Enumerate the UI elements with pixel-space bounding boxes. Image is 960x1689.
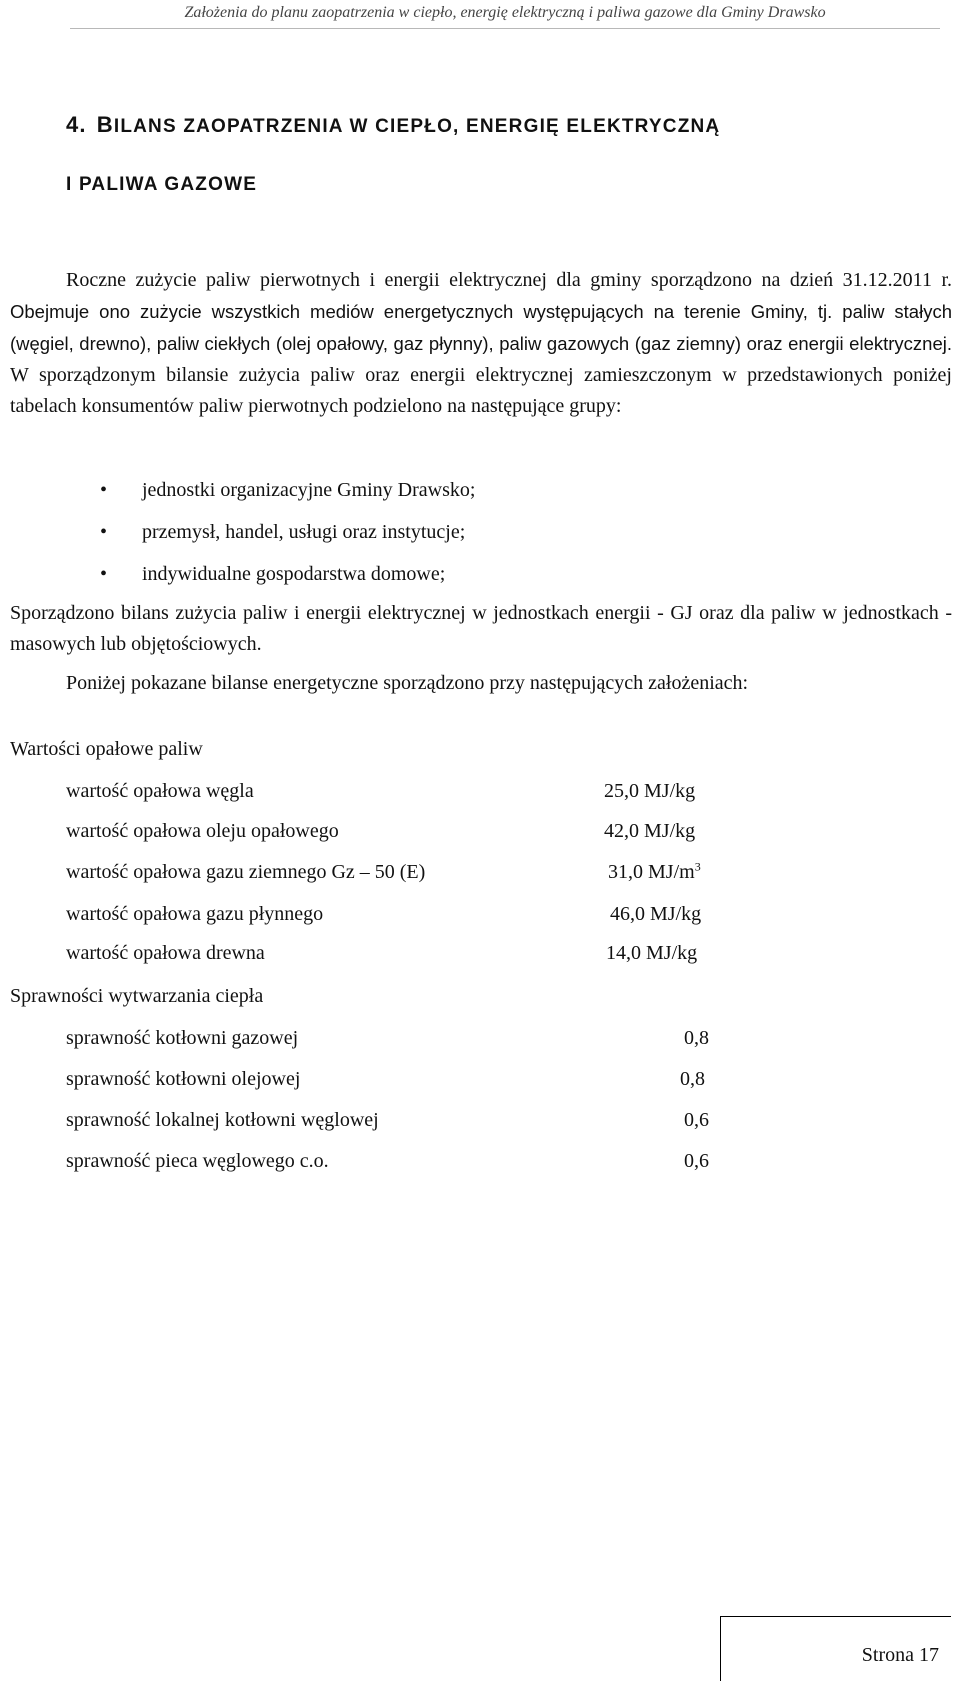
- calorific-value-text: 31,0 MJ/m: [608, 861, 695, 883]
- units-note: Sporządzono bilans zużycia paliw i energii elektrycznej w jednostkach energii - GJ oraz dla paliw w jednostkach - masowych lub objętościowych.: [10, 602, 952, 655]
- efficiency-label: sprawność pieca węglowego c.o.: [66, 1150, 329, 1172]
- efficiency-row: [66, 1150, 746, 1180]
- intro-sentence-1: Roczne zużycie paliw pierwotnych i energii elektrycznej dla gminy sporządzono na dzień 31.12.2011 r.: [66, 269, 952, 291]
- calorific-row: [66, 861, 746, 891]
- chapter-title-rest: ILANS ZAOPATRZENIA W CIEPŁO, ENERGIĘ ELEKTRYCZNĄ: [113, 116, 721, 137]
- efficiency-label: sprawność kotłowni gazowej: [66, 1027, 299, 1049]
- chapter-title-cap: B: [96, 112, 114, 137]
- calorific-value: 46,0 MJ/kg: [610, 903, 702, 925]
- chapter-title-line-2: I PALIWA GAZOWE: [66, 174, 258, 195]
- efficiency-row: [66, 1068, 746, 1098]
- efficiency-label: sprawność lokalnej kotłowni węglowej: [66, 1109, 379, 1131]
- calorific-value: 14,0 MJ/kg: [606, 942, 698, 964]
- chapter-title-line-1: [66, 96, 946, 156]
- intro-paragraph: [10, 265, 952, 422]
- bullet-icon: •: [100, 479, 108, 501]
- running-header-title: Założenia do planu zaopatrzenia w ciepło, energię elektryczną i paliwa gazowe dla Gminy Drawsko: [184, 4, 826, 21]
- intro-sentence-3: W sporządzonym bilansie zużycia paliw oraz energii elektrycznej zamieszczonym w przedstawionych poniżej tabelach konsumentów paliw pierwotnych podzielono na następujące grupy:: [10, 364, 952, 417]
- list-item: [100, 517, 475, 559]
- page-number-box: [720, 1616, 951, 1681]
- calorific-label: wartość opałowa oleju opałowego: [66, 820, 339, 842]
- bullet-icon: •: [100, 563, 108, 585]
- chapter-title: [66, 96, 946, 214]
- efficiency-value: 0,8: [680, 1068, 705, 1090]
- calorific-label: wartość opałowa węgla: [66, 780, 254, 802]
- efficiency-heading: Sprawności wytwarzania ciepła: [10, 985, 264, 1007]
- efficiency-value: 0,6: [684, 1109, 709, 1131]
- efficiency-value: 0,8: [684, 1027, 709, 1049]
- calorific-value: [608, 861, 701, 884]
- calorific-value: 42,0 MJ/kg: [604, 820, 696, 842]
- calorific-label: wartość opałowa drewna: [66, 942, 265, 964]
- efficiency-label: sprawność kotłowni olejowej: [66, 1068, 301, 1090]
- calorific-row: [66, 942, 746, 972]
- efficiency-value: 0,6: [684, 1150, 709, 1172]
- consumer-groups-list: [100, 475, 475, 601]
- chapter-number: 4.: [66, 112, 87, 137]
- efficiency-row: [66, 1109, 746, 1139]
- intro-sentence-2: Obejmuje ono zużycie wszystkich mediów energetycznych występujących na terenie Gminy, tj. paliw stałych (węgiel, drewno), paliw ciekłych (olej opałowy, gaz płynny), paliw gazowych (gaz ziemny) oraz energii elektrycznej.: [10, 301, 952, 354]
- calorific-value: 25,0 MJ/kg: [604, 780, 696, 802]
- group-label: przemysł, handel, usługi oraz instytucje;: [142, 521, 466, 543]
- running-header: [70, 4, 940, 29]
- calorific-heading: Wartości opałowe paliw: [10, 738, 203, 760]
- unit-superscript: 3: [694, 859, 701, 874]
- group-label: jednostki organizacyjne Gminy Drawsko;: [142, 479, 476, 501]
- calorific-row: [66, 903, 746, 933]
- bullet-icon: •: [100, 521, 108, 543]
- assumptions-intro: Poniżej pokazane bilanse energetyczne sporządzono przy następujących założeniach:: [66, 672, 749, 694]
- efficiency-row: [66, 1027, 746, 1057]
- list-item: [100, 475, 475, 517]
- calorific-label: wartość opałowa gazu płynnego: [66, 903, 324, 925]
- calorific-label: wartość opałowa gazu ziemnego Gz – 50 (E): [66, 861, 426, 883]
- page-number: Strona 17: [861, 1644, 939, 1666]
- calorific-row: [66, 820, 746, 850]
- group-label: indywidualne gospodarstwa domowe;: [142, 563, 446, 585]
- calorific-row: [66, 780, 746, 810]
- list-item: [100, 559, 475, 601]
